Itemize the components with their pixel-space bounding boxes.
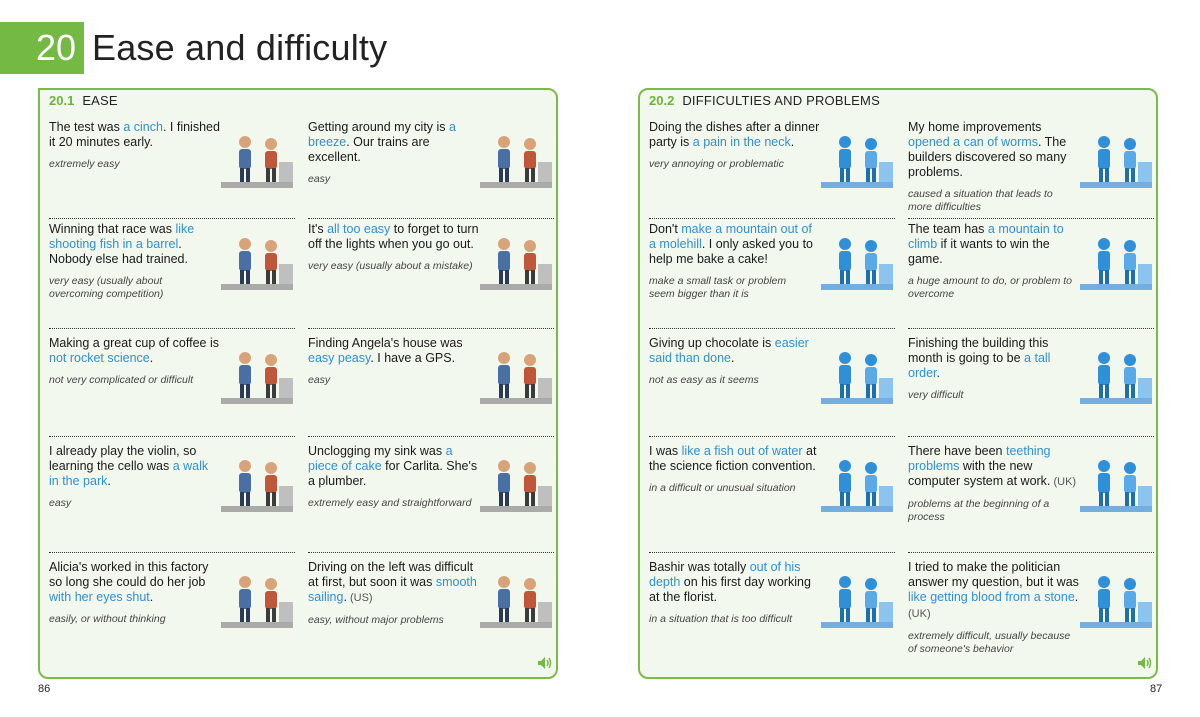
- idiom-highlight: easier said than done: [649, 336, 809, 365]
- sentence-text: with the new computer system at work.: [908, 459, 1051, 488]
- example-sentence: [908, 444, 1080, 490]
- example-sentence: [649, 560, 821, 605]
- football-team-icon: [1076, 230, 1156, 299]
- difficulties-panel: [638, 88, 1158, 679]
- region-note: (UK): [1050, 476, 1077, 488]
- unit-number: 20: [0, 22, 84, 74]
- definition: caused a situation that leads to more difficulties: [908, 188, 1053, 213]
- definition: easy: [308, 173, 331, 185]
- idiom-entry: [308, 560, 554, 672]
- idiom-highlight: a pain in the neck: [692, 135, 791, 149]
- builder-pipes-icon: [1076, 128, 1156, 197]
- sentence-text: .: [1074, 590, 1079, 604]
- row-divider: [49, 552, 295, 553]
- row-divider: [49, 218, 295, 219]
- example-sentence: [908, 560, 1080, 622]
- idiom-entry: [49, 444, 295, 558]
- row-divider: [308, 436, 554, 437]
- section-number: 20.2: [649, 93, 675, 108]
- sentence-text: to forget to turn off the lights when you go out.: [308, 222, 479, 251]
- dishes-icon: [817, 128, 897, 197]
- idiom-entry: [649, 120, 895, 224]
- definition: very easy (usually about overcoming competition): [49, 275, 164, 300]
- idiom-entry: [308, 222, 554, 334]
- sentence-text: Finding Angela's house was: [308, 336, 463, 350]
- sentence-text: I tried to make the politician answer my question, but it was: [908, 560, 1079, 589]
- chocolate-icon: [817, 344, 897, 413]
- example-sentence: [649, 336, 821, 366]
- sentence-text: .: [936, 366, 940, 380]
- sentence-text: . I only asked you to help me bake a cake!: [649, 237, 813, 266]
- computers-icon: [1076, 452, 1156, 521]
- example-sentence: [308, 444, 480, 489]
- idiom-highlight: a walk in the park: [49, 459, 209, 488]
- sentence-text: I was: [649, 444, 682, 458]
- definition: in a situation that is too difficult: [649, 613, 792, 625]
- example-sentence: [49, 120, 221, 150]
- region-note: (UK): [908, 608, 931, 620]
- definition: easy: [308, 374, 331, 386]
- definition: very easy (usually about a mistake): [308, 260, 473, 272]
- example-sentence: [908, 336, 1080, 381]
- idiom-entry: [908, 336, 1154, 442]
- row-divider: [908, 328, 1154, 329]
- idiom-entry: [308, 336, 554, 442]
- example-sentence: [49, 336, 221, 366]
- definition: not very complicated or difficult: [49, 374, 194, 386]
- sentence-text: Alicia's worked in this factory so long she could do her job: [49, 560, 209, 589]
- example-sentence: [649, 120, 821, 150]
- baristas-icon: [217, 344, 297, 413]
- example-sentence: [49, 560, 221, 605]
- unit-title: Ease and difficulty: [92, 27, 388, 68]
- idiom-entry: [49, 560, 295, 672]
- audio-speaker-icon[interactable]: [1138, 656, 1152, 668]
- page-number-right: 87: [1150, 683, 1163, 695]
- race-winner-icon: [217, 230, 297, 299]
- row-divider: [908, 552, 1154, 553]
- idiom-entry: [49, 222, 295, 334]
- sentence-text: Driving on the left was difficult at first, but soon it was: [308, 560, 474, 589]
- definition: extremely easy and straightforward: [308, 497, 472, 509]
- panel-heading: [49, 93, 118, 108]
- example-sentence: [308, 120, 480, 165]
- row-divider: [308, 328, 554, 329]
- row-divider: [49, 436, 295, 437]
- sentence-text: for Carlita. She's a plumber.: [308, 459, 478, 488]
- sentence-text: . Nobody else had trained.: [49, 237, 188, 266]
- idiom-highlight: a mountain to climb: [908, 222, 1064, 251]
- panel-heading: [649, 93, 880, 108]
- idiom-highlight: easy peasy: [308, 351, 371, 365]
- cars-road-icon: [476, 568, 556, 637]
- sentence-text: .: [343, 590, 347, 604]
- sentence-text: . I finished it 20 minutes early.: [49, 120, 220, 149]
- definition: extremely difficult, usually because of someone's behavior: [908, 630, 1071, 655]
- definition: not as easy as it seems: [649, 374, 759, 386]
- idiom-highlight: out of his depth: [649, 560, 801, 589]
- idiom-entry: [49, 120, 295, 224]
- idiom-entry: [908, 444, 1154, 558]
- politician-icon: [1076, 568, 1156, 637]
- ease-panel: [38, 88, 558, 679]
- sentence-text: . I have a GPS.: [370, 351, 456, 365]
- idiom-highlight: like a fish out of water: [681, 444, 803, 458]
- idiom-highlight: all too easy: [327, 222, 391, 236]
- example-sentence: [308, 222, 480, 252]
- idiom-entry: [308, 444, 554, 558]
- example-sentence: [908, 120, 1080, 180]
- definition: easy, without major problems: [308, 614, 444, 626]
- sentence-text: . The builders discovered so many problems.: [908, 135, 1067, 179]
- example-sentence: [49, 444, 221, 489]
- sentence-text: Getting around my city is: [308, 120, 450, 134]
- student-at-desk-icon: [217, 128, 297, 197]
- sentence-text: It's: [308, 222, 328, 236]
- sentence-text: Giving up chocolate is: [649, 336, 775, 350]
- idiom-entry: [908, 222, 1154, 334]
- page-number-left: 86: [38, 683, 51, 695]
- baking-icon: [817, 230, 897, 299]
- row-divider: [308, 218, 554, 219]
- sentence-text: . Our trains are excellent.: [308, 135, 430, 164]
- example-sentence: [308, 560, 480, 606]
- idiom-entry: [649, 444, 895, 558]
- definition: in a difficult or unusual situation: [649, 482, 796, 494]
- section-title: DIFFICULTIES AND PROBLEMS: [682, 93, 880, 108]
- cellist-icon: [217, 452, 297, 521]
- audio-speaker-icon[interactable]: [538, 656, 552, 668]
- sentence-text: There have been: [908, 444, 1006, 458]
- definition: very annoying or problematic: [649, 158, 784, 170]
- sentence-text: Finishing the building this month is going to be: [908, 336, 1049, 365]
- definition: easily, or without thinking: [49, 613, 166, 625]
- idiom-highlight: teething problems: [908, 444, 1051, 473]
- sentence-text: .: [149, 351, 154, 365]
- idiom-highlight: opened a can of worms: [908, 135, 1038, 149]
- idiom-highlight: a cinch: [123, 120, 163, 134]
- section-title: EASE: [82, 93, 118, 108]
- row-divider: [308, 552, 554, 553]
- sentence-text: Making a great cup of coffee is: [49, 336, 220, 350]
- idiom-highlight: smooth sailing: [308, 575, 477, 604]
- sentence-text: I already play the violin, so learning the cello was: [49, 444, 197, 473]
- definition: a huge amount to do, or problem to overcome: [908, 275, 1073, 300]
- definition: problems at the beginning of a process: [908, 498, 1050, 523]
- row-divider: [649, 218, 895, 219]
- house-lights-icon: [476, 230, 556, 299]
- section-number: 20.1: [49, 93, 75, 108]
- idiom-highlight: a tall order: [908, 351, 1051, 380]
- example-sentence: [49, 222, 221, 267]
- sentence-text: The test was: [49, 120, 124, 134]
- sentence-text: if it wants to win the game.: [908, 237, 1050, 266]
- idiom-entry: [649, 560, 895, 672]
- sentence-text: Bashir was totally: [649, 560, 750, 574]
- row-divider: [908, 218, 1154, 219]
- sentence-text: My home improvements: [908, 120, 1042, 134]
- idiom-highlight: like getting blood from a stone: [908, 590, 1075, 604]
- sentence-text: Winning that race was: [49, 222, 176, 236]
- idiom-highlight: not rocket science: [49, 351, 150, 365]
- row-divider: [649, 436, 895, 437]
- plumber-icon: [476, 452, 556, 521]
- idiom-entry: [49, 336, 295, 442]
- row-divider: [908, 436, 1154, 437]
- idiom-entry: [308, 120, 554, 224]
- convention-icon: [817, 452, 897, 521]
- car-driver-icon: [476, 344, 556, 413]
- commuters-train-icon: [476, 128, 556, 197]
- sentence-text: Don't: [649, 222, 682, 236]
- definition: very difficult: [908, 389, 964, 401]
- example-sentence: [649, 222, 821, 267]
- idiom-entry: [649, 222, 895, 334]
- sentence-text: .: [149, 590, 154, 604]
- example-sentence: [308, 336, 480, 366]
- sentence-text: .: [731, 351, 735, 365]
- sentence-text: at the science fiction convention.: [649, 444, 817, 473]
- sentence-text: The team has: [908, 222, 988, 236]
- idiom-entry: [649, 336, 895, 442]
- sentence-text: .: [107, 474, 111, 488]
- unit-header: [0, 22, 387, 74]
- sentence-text: .: [790, 135, 795, 149]
- row-divider: [49, 328, 295, 329]
- factory-worker-icon: [217, 568, 297, 637]
- region-note: (US): [346, 592, 373, 604]
- bricklayers-icon: [1076, 344, 1156, 413]
- definition: extremely easy: [49, 158, 120, 170]
- idiom-entry: [908, 560, 1154, 672]
- sentence-text: Unclogging my sink was: [308, 444, 446, 458]
- sentence-text: Doing the dishes after a dinner party is: [649, 120, 820, 149]
- idiom-highlight: with her eyes shut: [49, 590, 150, 604]
- sentence-text: on his first day working at the florist.: [649, 575, 811, 604]
- example-sentence: [649, 444, 821, 474]
- definition: easy: [49, 497, 72, 509]
- definition: make a small task or problem seem bigger than it is: [649, 275, 787, 300]
- row-divider: [649, 552, 895, 553]
- example-sentence: [908, 222, 1080, 267]
- florist-icon: [817, 568, 897, 637]
- idiom-highlight: a piece of cake: [308, 444, 453, 473]
- idiom-entry: [908, 120, 1154, 224]
- idiom-highlight: make a mountain out of a molehill: [649, 222, 812, 251]
- idiom-highlight: like shooting fish in a barrel: [49, 222, 195, 251]
- idiom-highlight: a breeze: [308, 120, 456, 149]
- row-divider: [649, 328, 895, 329]
